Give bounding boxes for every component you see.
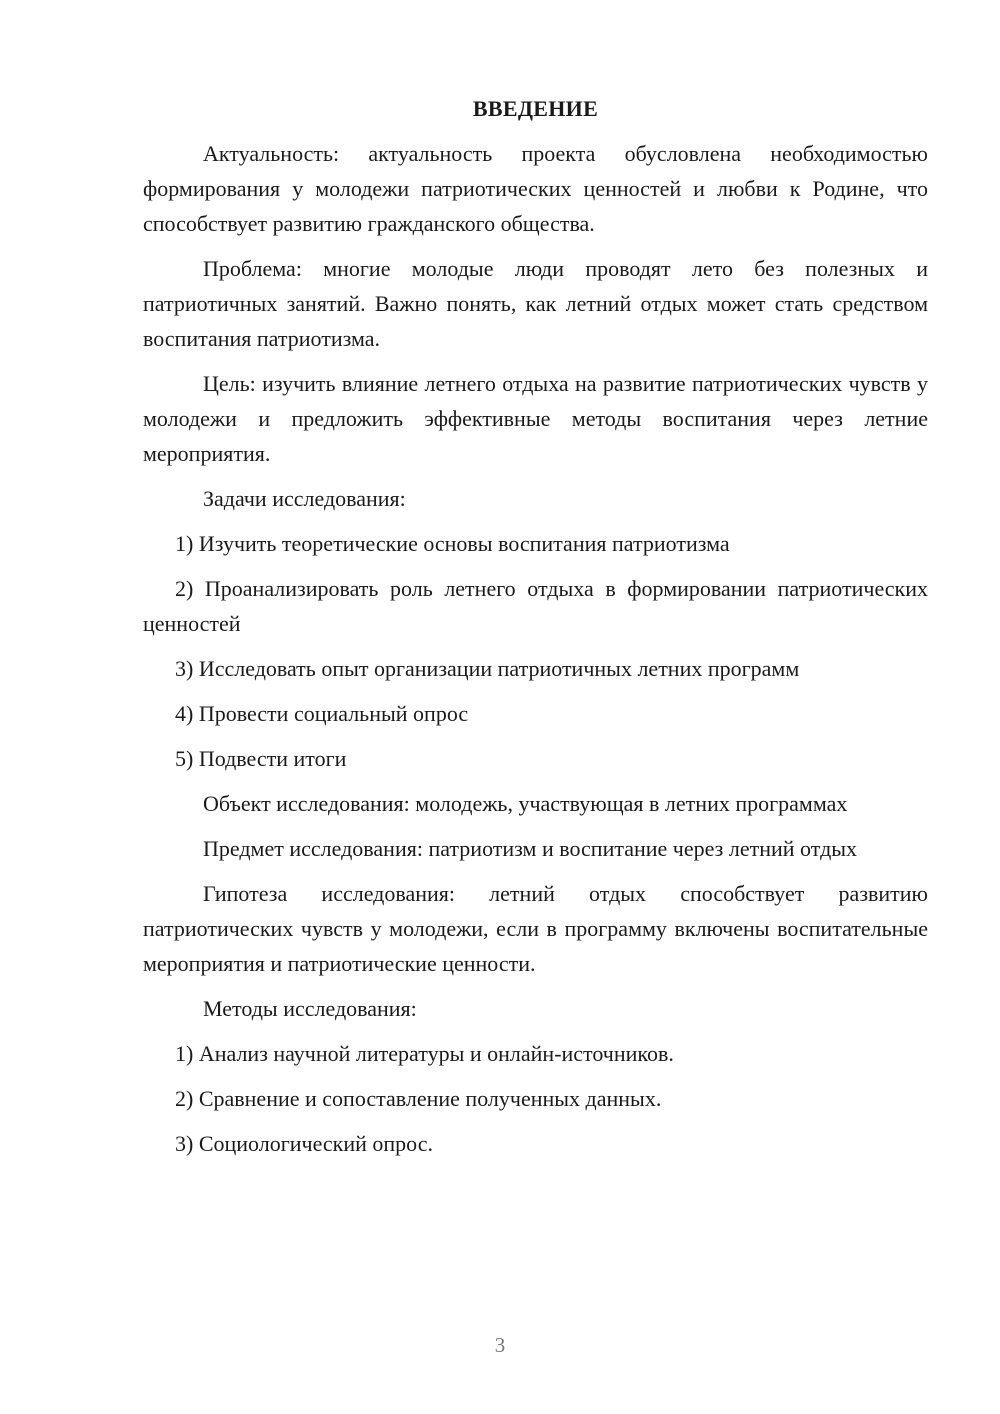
hypothesis-paragraph: Гипотеза исследования: летний отдых способствует развитию патриотических чувств у молодежи, если в программу включены воспитательные мероприятия и патриотические ценности.	[143, 881, 928, 976]
page-number: 3	[494, 1333, 506, 1357]
method-item: 3) Социологический опрос.	[175, 1131, 433, 1156]
relevance-paragraph: Актуальность: актуальность проекта обусловлена необходимостью формирования у молодежи патриотических ценностей и любви к Родине, что способствует развитию гражданского общества.	[143, 141, 928, 236]
object-paragraph: Объект исследования: молодежь, участвующая в летних программах	[203, 791, 848, 816]
methods-heading: Методы исследования:	[203, 996, 417, 1021]
problem-paragraph: Проблема: многие молодые люди проводят лето без полезных и патриотичных занятий. Важно понять, как летний отдых может стать средством воспитания патриотизма.	[143, 256, 928, 351]
task-item: 1) Изучить теоретические основы воспитания патриотизма	[175, 531, 730, 556]
subject-paragraph: Предмет исследования: патриотизм и воспитание через летний отдых	[203, 836, 858, 861]
method-item: 2) Сравнение и сопоставление полученных данных.	[175, 1086, 662, 1111]
method-item: 1) Анализ научной литературы и онлайн-источников.	[175, 1041, 674, 1066]
goal-paragraph: Цель: изучить влияние летнего отдыха на развитие патриотических чувств у молодежи и предложить эффективные методы воспитания через летние мероприятия.	[143, 371, 928, 466]
task-item: 2) Проанализировать роль летнего отдыха в формировании патриотических ценностей	[143, 576, 928, 636]
task-item: 3) Исследовать опыт организации патриотичных летних программ	[175, 656, 800, 681]
tasks-heading: Задачи исследования:	[203, 486, 406, 511]
document-page	[143, 94, 928, 1171]
task-item: 4) Провести социальный опрос	[175, 701, 469, 726]
task-item: 5) Подвести итоги	[175, 746, 347, 771]
page-title: ВВЕДЕНИЕ	[472, 96, 599, 121]
